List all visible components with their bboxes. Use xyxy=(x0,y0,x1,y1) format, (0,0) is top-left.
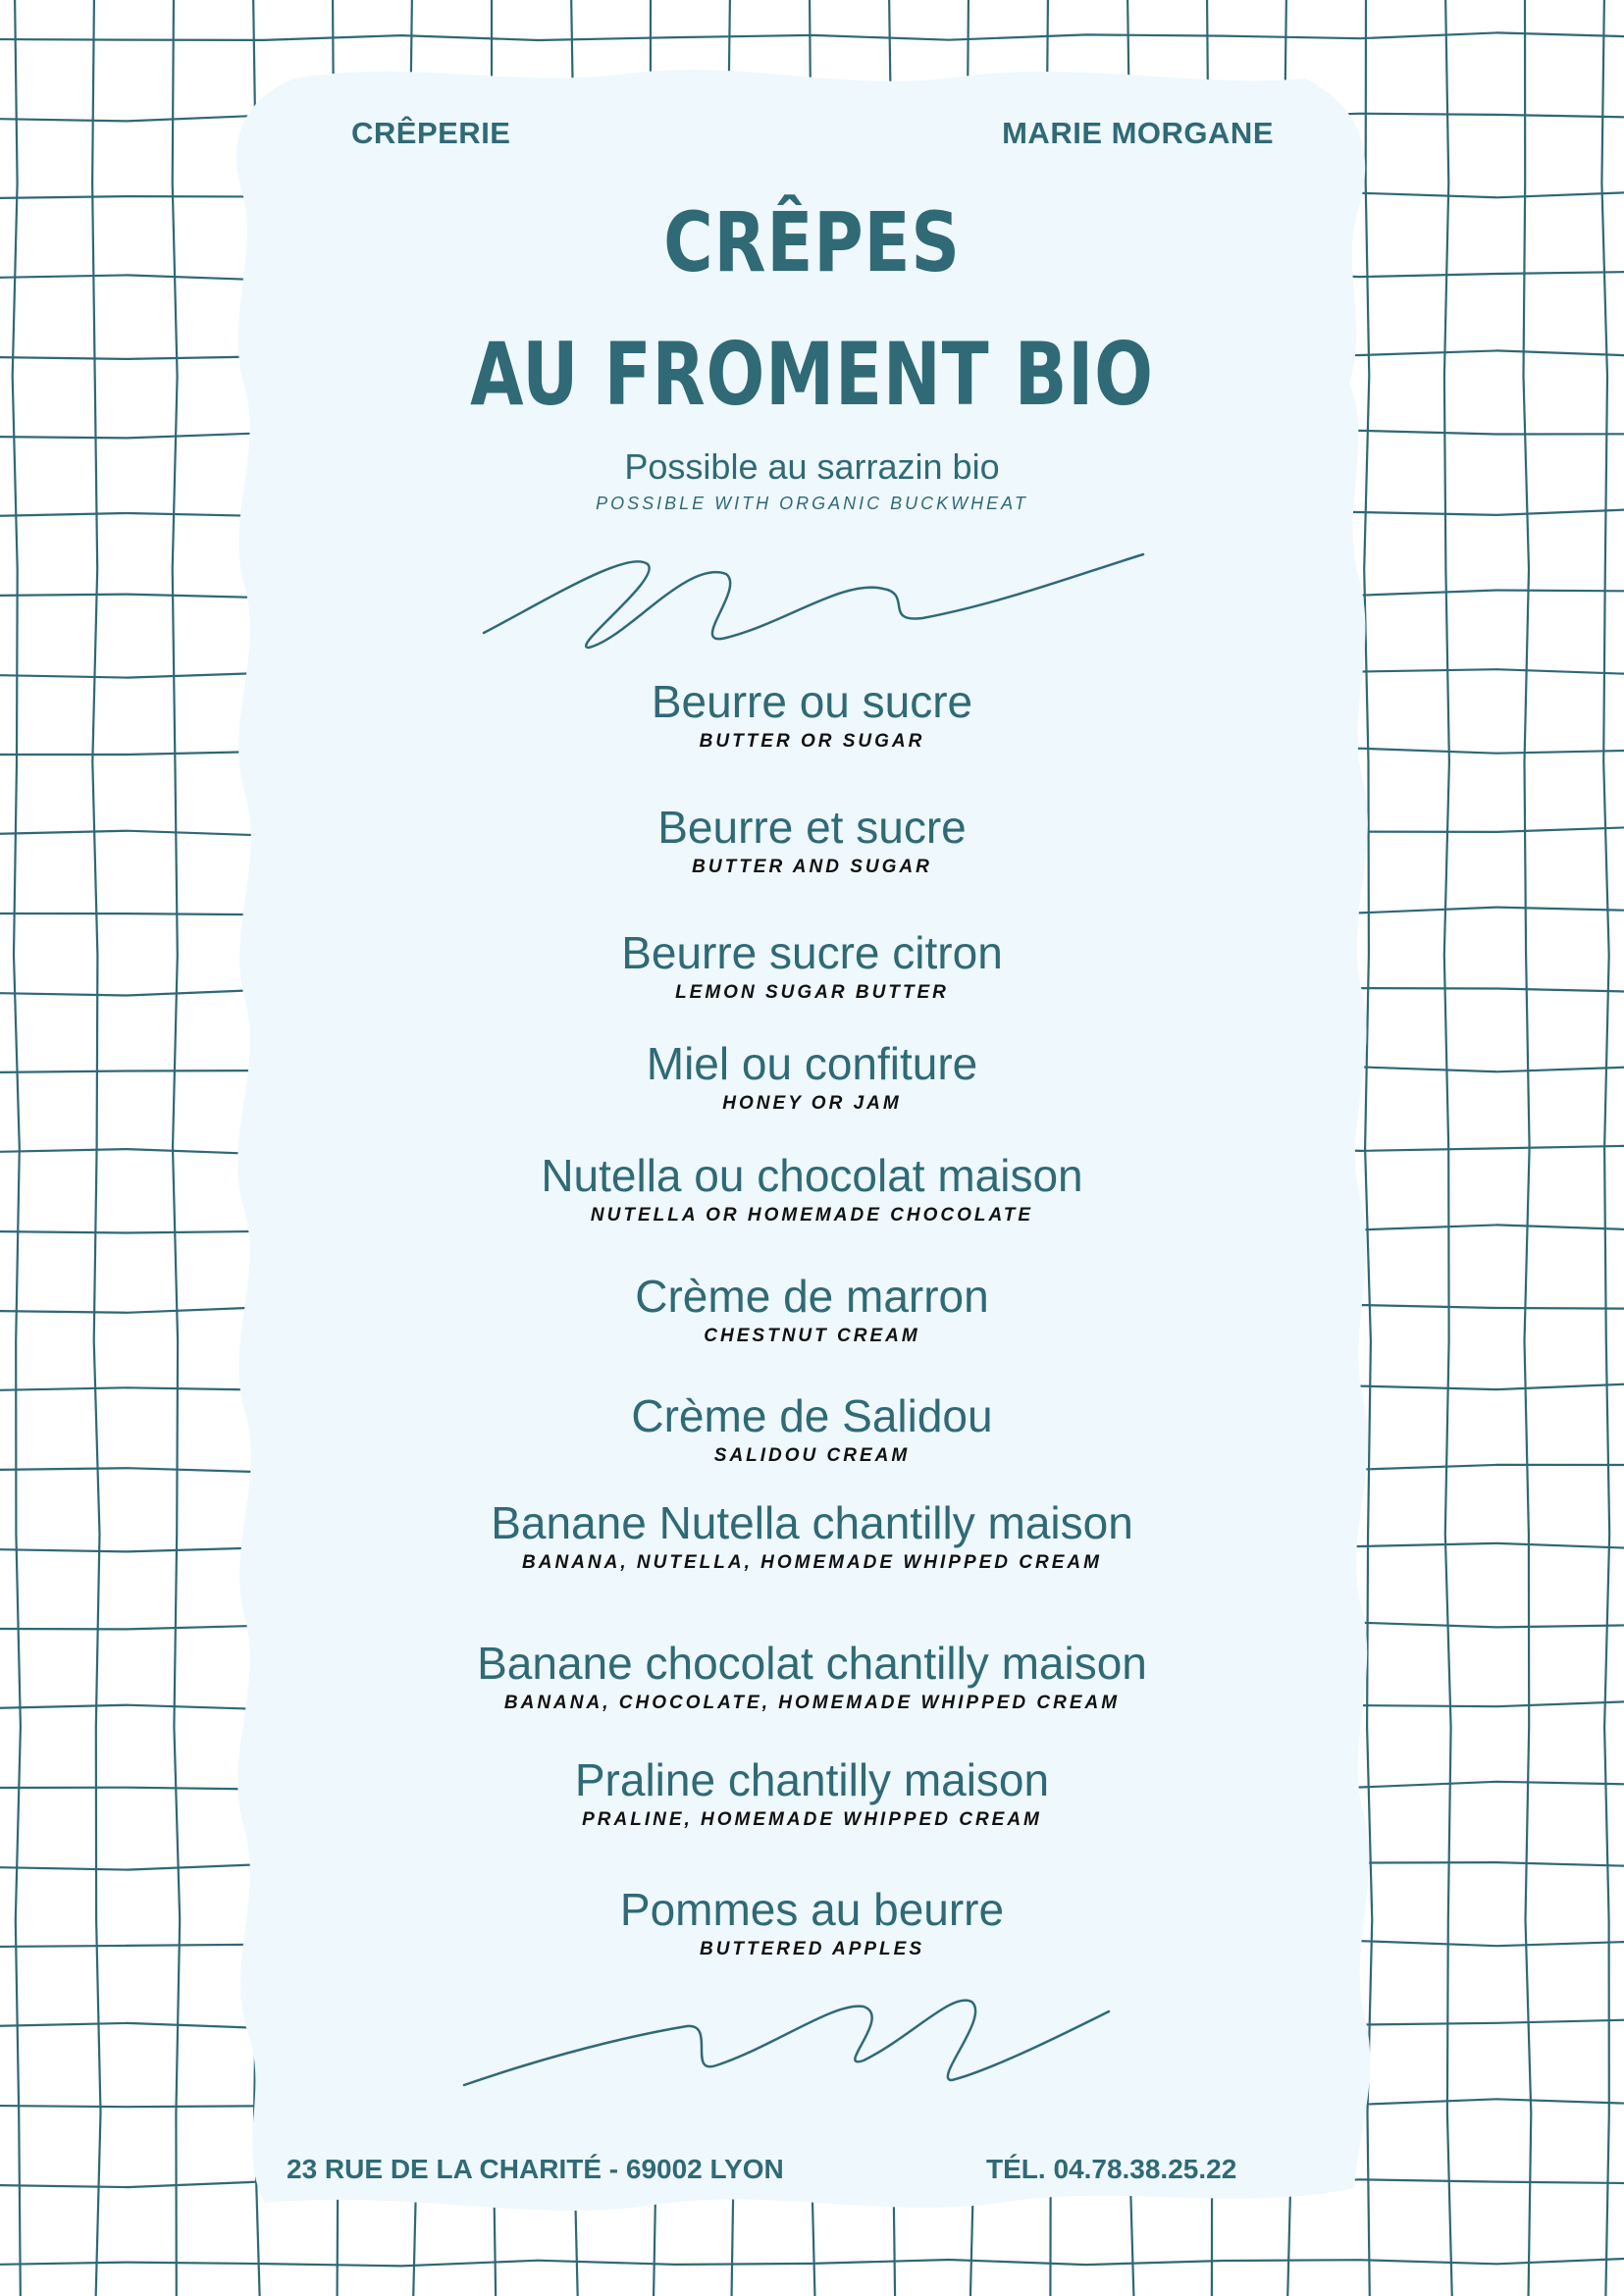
menu-item-name: Praline chantilly maison xyxy=(574,1754,1050,1805)
menu-item xyxy=(0,1885,1624,1960)
menu-item-translation: NUTELLA OR HOMEMADE CHOCOLATE xyxy=(590,1204,1034,1226)
menu-item-name: Pommes au beurre xyxy=(619,1884,1005,1935)
menu-item-translation: LEMON SUGAR BUTTER xyxy=(675,981,949,1003)
subtitle-fr: Possible au sarrazin bio xyxy=(624,446,1000,487)
menu-item-translation: BUTTER AND SUGAR xyxy=(692,856,932,877)
menu-item-name: Banane Nutella chantilly maison xyxy=(491,1497,1133,1548)
menu-item xyxy=(0,1039,1624,1115)
menu-item xyxy=(0,1151,1624,1226)
top-squiggle xyxy=(484,554,1143,648)
menu-item-translation: BANANA, NUTELLA, HOMEMADE WHIPPED CREAM xyxy=(522,1551,1102,1573)
menu-item-name: Beurre sucre citron xyxy=(621,927,1003,978)
menu-item-name: Beurre ou sucre xyxy=(651,676,973,727)
menu-title-line-1: CRÊPES xyxy=(663,194,961,290)
menu-item-name: Crème de marron xyxy=(635,1271,989,1322)
menu-item-translation: BANANA, CHOCOLATE, HOMEMADE WHIPPED CREAM xyxy=(503,1692,1121,1713)
menu-item xyxy=(0,803,1624,878)
menu-title-line-2: AU FROMENT BIO xyxy=(470,324,1154,425)
menu-item xyxy=(0,1639,1624,1714)
menu-item-translation: PRALINE, HOMEMADE WHIPPED CREAM xyxy=(582,1808,1042,1830)
bottom-squiggle xyxy=(464,2001,1109,2085)
menu-item-name: Crème de Salidou xyxy=(631,1390,993,1441)
menu-item xyxy=(0,1391,1624,1467)
subtitle-en: POSSIBLE WITH ORGANIC BUCKWHEAT xyxy=(596,494,1028,513)
menu-item-name: Nutella ou chocolat maison xyxy=(541,1150,1083,1201)
menu-item-name: Beurre et sucre xyxy=(657,802,967,853)
menu-item xyxy=(0,1498,1624,1574)
menu-item-translation: HONEY OR JAM xyxy=(722,1092,902,1114)
menu-item-translation: BUTTERED APPLES xyxy=(699,1938,925,1959)
menu-item-name: Miel ou confiture xyxy=(646,1038,978,1089)
menu-item xyxy=(0,677,1624,753)
menu-item xyxy=(0,1755,1624,1831)
footer-address: 23 RUE DE LA CHARITÉ - 69002 LYON xyxy=(287,2154,784,2184)
menu-item xyxy=(0,928,1624,1004)
header-right-label: MARIE MORGANE xyxy=(1002,116,1274,150)
menu-item-translation: SALIDOU CREAM xyxy=(713,1444,911,1466)
menu-item-name: Banane chocolat chantilly maison xyxy=(477,1638,1147,1689)
menu-item-translation: CHESTNUT CREAM xyxy=(704,1325,920,1346)
header-left-label: CRÊPERIE xyxy=(351,116,511,150)
footer-phone: TÉL. 04.78.38.25.22 xyxy=(986,2154,1237,2184)
menu-item-translation: BUTTER OR SUGAR xyxy=(699,730,925,752)
menu-item xyxy=(0,1272,1624,1347)
